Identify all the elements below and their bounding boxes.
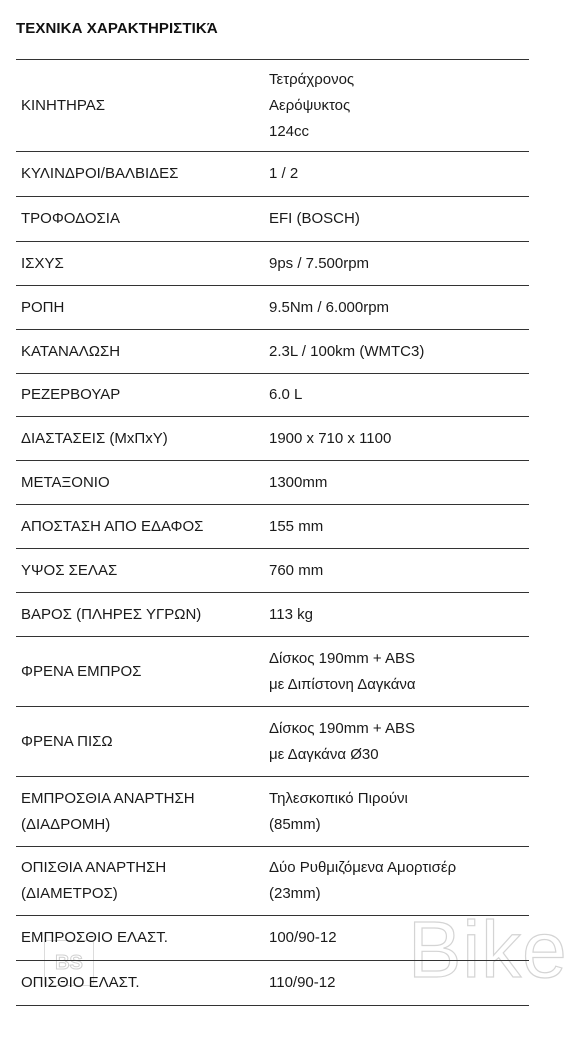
watermark-logo-left: BS (44, 940, 94, 986)
spec-table (16, 59, 529, 1006)
spec-label: ΚΥΛΙΝΔΡΟΙ/ΒΑΛΒΙΔΕΣ (21, 165, 179, 182)
spec-value: Τετράχρονος Αερόψυκτος 124cc (269, 70, 355, 140)
spec-value: 2.3L / 100km (WMTC3) (269, 342, 425, 360)
spec-label: ΒΑΡΟΣ (ΠΛΗΡΕΣ ΥΓΡΩΝ) (21, 605, 202, 623)
spec-row (16, 593, 529, 637)
spec-row (16, 916, 529, 961)
spec-value: 760 mm (269, 561, 324, 579)
spec-row (16, 777, 529, 847)
spec-value: Τηλεσκοπικό Πιρούνι (85mm) (269, 789, 408, 833)
spec-value: 9ps / 7.500rpm (269, 254, 370, 272)
spec-label: ΑΠΟΣΤΑΣΗ ΑΠΟ ΕΔΑΦΟΣ (21, 517, 204, 535)
spec-value: EFI (BOSCH) (269, 210, 360, 227)
spec-value: 110/90-12 (269, 974, 336, 991)
spec-label: ΜΕΤΑΞΟΝΙΟ (21, 473, 110, 491)
spec-row (16, 707, 529, 777)
spec-row (16, 197, 529, 242)
spec-row (16, 330, 529, 374)
spec-value: Δίσκος 190mm + ABS με Δαγκάνα Ø30 (269, 719, 415, 763)
spec-row (16, 152, 529, 197)
spec-label: ΟΠΙΣΘΙΟ ΕΛΑΣΤ. (21, 974, 140, 991)
page-title: ΤΕΧΝΙΚΑ ΧΑΡΑΚΤΗΡΙΣΤΙΚΆ (16, 20, 218, 37)
spec-value: Δίσκος 190mm + ABS με Διπίστονη Δαγκάνα (269, 649, 416, 693)
spec-label: ΦΡΕΝΑ ΠΙΣΩ (21, 732, 113, 750)
spec-label: ΟΠΙΣΘΙΑ ΑΝΑΡΤΗΣΗ (ΔΙΑΜΕΤΡΟΣ) (21, 859, 167, 902)
spec-label: ΚΑΤΑΝΑΛΩΣΗ (21, 342, 121, 360)
spec-row (16, 961, 529, 1006)
spec-label: ΙΣΧΥΣ (21, 254, 64, 272)
spec-row (16, 60, 529, 152)
spec-label: ΥΨΟΣ ΣΕΛΑΣ (21, 561, 118, 579)
spec-label: ΦΡΕΝΑ ΕΜΠΡΟΣ (21, 662, 142, 680)
spec-row (16, 461, 529, 505)
spec-label: ΕΜΠΡΟΣΘΙΑ ΑΝΑΡΤΗΣΗ (ΔΙΑΔΡΟΜΗ) (21, 789, 195, 833)
spec-value: 100/90-12 (269, 929, 337, 946)
spec-value: 113 kg (269, 605, 313, 623)
spec-label: ΡΟΠΗ (21, 298, 65, 316)
spec-label: ΕΜΠΡΟΣΘΙΟ ΕΛΑΣΤ. (21, 929, 168, 946)
spec-value: 155 mm (269, 517, 324, 535)
spec-row (16, 286, 529, 330)
spec-value: 1300mm (269, 473, 328, 491)
spec-value: Δύο Ρυθμιζόμενα Αμορτισέρ (23mm) (269, 859, 457, 902)
spec-value: 6.0 L (269, 386, 303, 403)
spec-value: 9.5Nm / 6.000rpm (269, 298, 390, 316)
spec-value: 1 / 2 (269, 165, 299, 182)
spec-label: ΚΙΝΗΤΗΡΑΣ (21, 96, 106, 114)
spec-label: ΡΕΖΕΡΒΟΥΑΡ (21, 386, 121, 403)
spec-label: ΔΙΑΣΤΑΣΕΙΣ (ΜxΠxΥ) (21, 429, 168, 447)
spec-row (16, 374, 529, 417)
spec-row (16, 549, 529, 593)
spec-value: 1900 x 710 x 1100 (269, 429, 392, 447)
spec-row (16, 242, 529, 286)
spec-row (16, 505, 529, 549)
spec-label: ΤΡΟΦΟΔΟΣΙΑ (21, 210, 120, 227)
spec-row (16, 417, 529, 461)
spec-row (16, 637, 529, 707)
watermark-logo-right: Bike (408, 905, 568, 994)
spec-row (16, 847, 529, 916)
